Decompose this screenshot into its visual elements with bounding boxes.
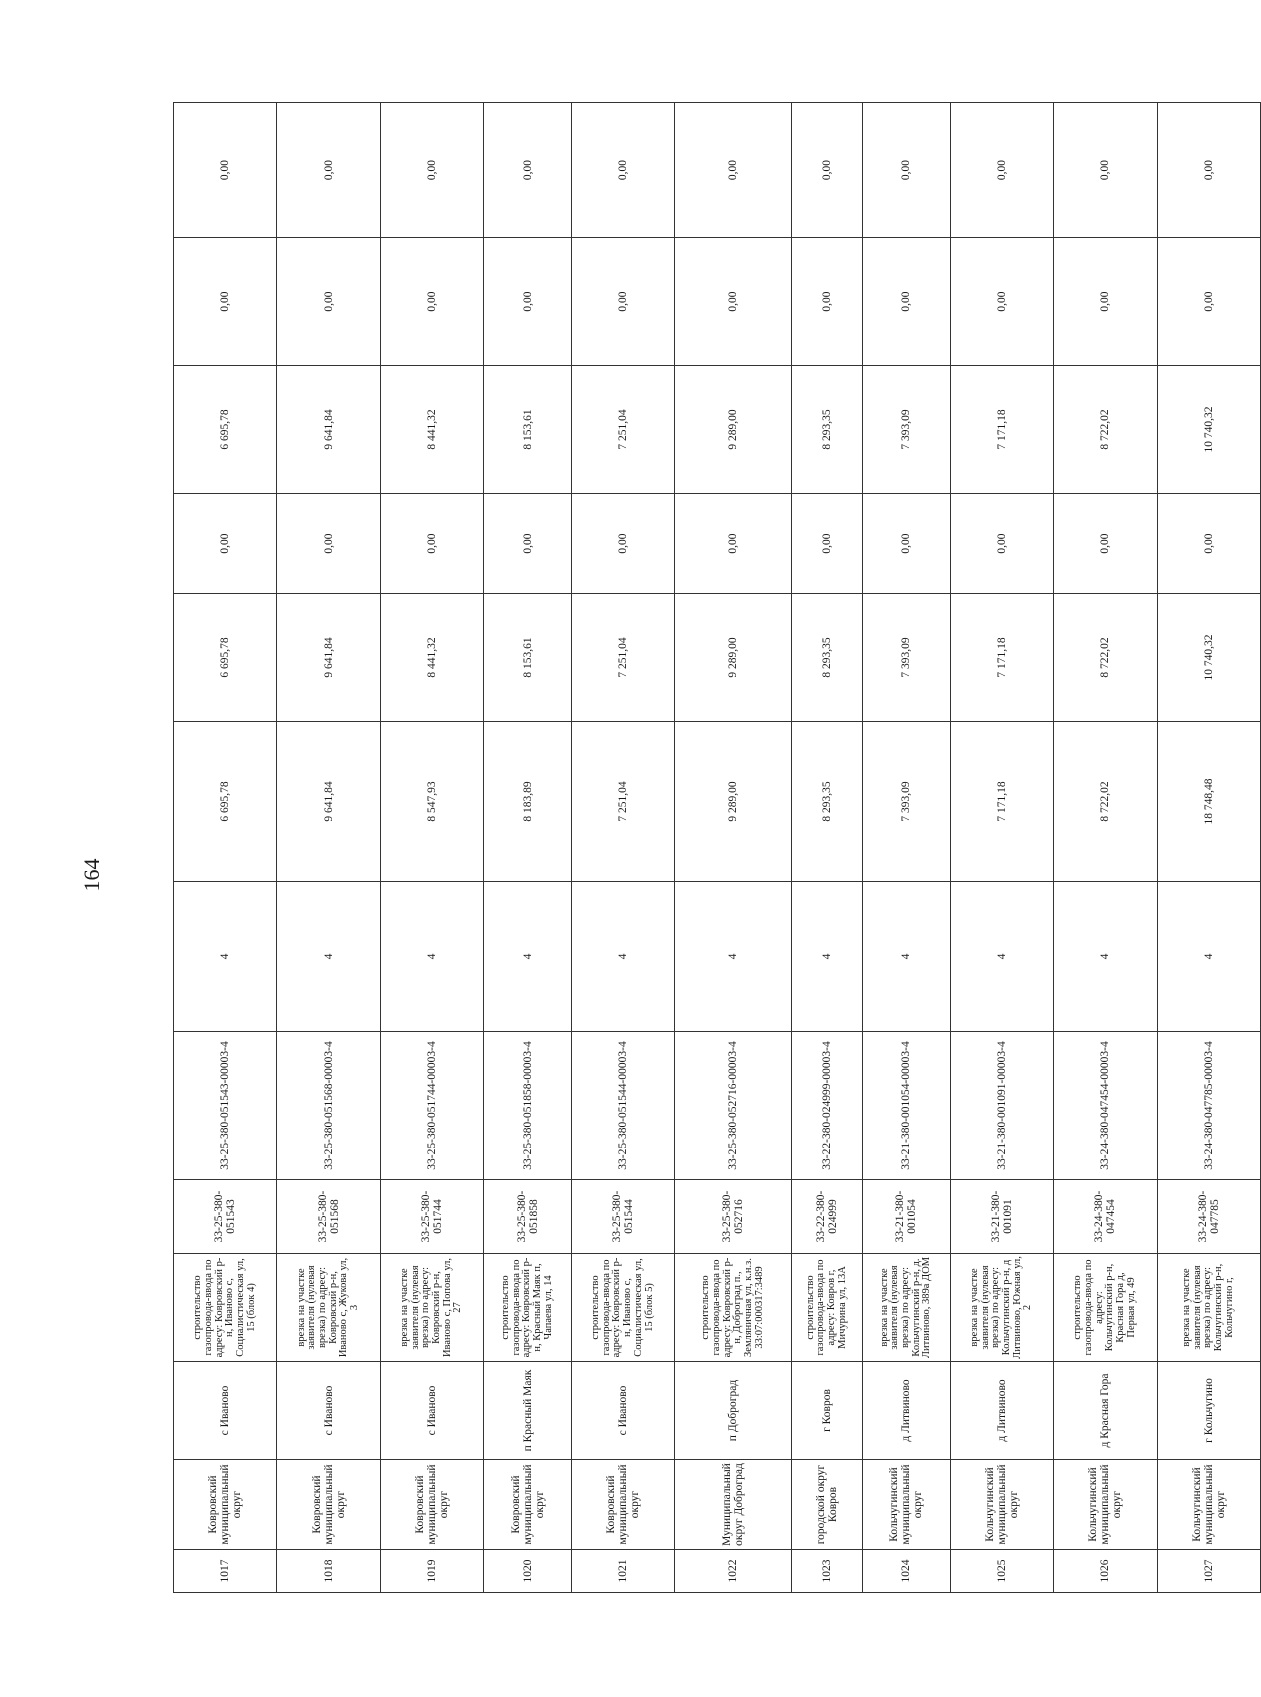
cell-locality: г Кольчугино	[1157, 1362, 1260, 1460]
cell-work-description: строительство газопровода-ввода по адресу: Ковровский р-н, Иваново с, Социалистическая ул, 15 (блок 5)	[571, 1254, 674, 1362]
cell-value-2: 10 740,32	[1157, 594, 1260, 722]
cell-category: 4	[950, 882, 1053, 1032]
cell-value-1: 8 183,89	[484, 722, 572, 882]
cell-value-5: 0,00	[675, 238, 792, 366]
cell-object-code: 33-21-380-001091	[950, 1180, 1053, 1254]
cell-category: 4	[792, 882, 863, 1032]
cell-object-code: 33-25-380-051744	[380, 1180, 483, 1254]
cell-locality: п Красный Маяк	[484, 1362, 572, 1460]
cell-category: 4	[862, 882, 950, 1032]
cell-value-1: 7 171,18	[950, 722, 1053, 882]
cell-object-full-code: 33-24-380-047785-00003-4	[1157, 1032, 1260, 1180]
cell-value-3: 0,00	[950, 494, 1053, 594]
cell-district: Муниципальный округ Доброград	[675, 1460, 792, 1550]
cell-row-number: 1027	[1157, 1550, 1260, 1593]
cell-value-4: 8 722,02	[1054, 366, 1157, 494]
cell-category: 4	[1054, 882, 1157, 1032]
cell-work-description: врезка на участке заявителя (нулевая врезка) по адресу: Ковровский р-н, Иваново с, Попова ул, 27	[380, 1254, 483, 1362]
cell-value-4: 10 740,32	[1157, 366, 1260, 494]
cell-row-number: 1020	[484, 1550, 572, 1593]
cell-value-4: 8 441,32	[380, 366, 483, 494]
cell-district: Ковровский муниципальный округ	[484, 1460, 572, 1550]
cell-value-4: 8 153,61	[484, 366, 572, 494]
cell-value-5: 0,00	[571, 238, 674, 366]
cell-work-description: врезка на участке заявителя (нулевая врезка) по адресу: Кольчугинский р-н, Кольчугино г,	[1157, 1254, 1260, 1362]
cell-object-code: 33-25-380-051544	[571, 1180, 674, 1254]
cell-value-2: 7 251,04	[571, 594, 674, 722]
cell-object-code: 33-22-380-024999	[792, 1180, 863, 1254]
cell-value-6: 0,00	[1157, 103, 1260, 238]
cell-value-4: 8 293,35	[792, 366, 863, 494]
cell-object-code: 33-25-380-051568	[277, 1180, 380, 1254]
cell-value-6: 0,00	[174, 103, 277, 238]
table-row	[484, 103, 572, 1593]
cell-value-3: 0,00	[277, 494, 380, 594]
cell-value-6: 0,00	[380, 103, 483, 238]
cell-value-3: 0,00	[1054, 494, 1157, 594]
cell-value-2: 8 722,02	[1054, 594, 1157, 722]
cell-object-full-code: 33-21-380-001054-00003-4	[862, 1032, 950, 1180]
table-row	[571, 103, 674, 1593]
cell-value-5: 0,00	[862, 238, 950, 366]
cell-locality: д Литвиново	[862, 1362, 950, 1460]
cell-work-description: врезка на участке заявителя (нулевая врезка) по адресу: Ковровский р-н, Иваново с, Жукова ул, 3	[277, 1254, 380, 1362]
cell-category: 4	[675, 882, 792, 1032]
cell-object-code: 33-21-380-001054	[862, 1180, 950, 1254]
table-row	[277, 103, 380, 1593]
cell-row-number: 1024	[862, 1550, 950, 1593]
cell-value-2: 9 289,00	[675, 594, 792, 722]
cell-district: Ковровский муниципальный округ	[571, 1460, 674, 1550]
cell-value-5: 0,00	[484, 238, 572, 366]
cell-locality: с Иваново	[174, 1362, 277, 1460]
table-row	[950, 103, 1053, 1593]
cell-value-6: 0,00	[862, 103, 950, 238]
cell-category: 4	[484, 882, 572, 1032]
cell-value-3: 0,00	[862, 494, 950, 594]
cell-locality: д Литвиново	[950, 1362, 1053, 1460]
cell-category: 4	[380, 882, 483, 1032]
cell-district: Кольчугинский муниципальный округ	[950, 1460, 1053, 1550]
cell-object-code: 33-25-380-051543	[174, 1180, 277, 1254]
cell-row-number: 1019	[380, 1550, 483, 1593]
cell-locality: с Иваново	[380, 1362, 483, 1460]
cell-value-1: 9 289,00	[675, 722, 792, 882]
table-row	[1054, 103, 1157, 1593]
cell-value-3: 0,00	[571, 494, 674, 594]
cell-district: Кольчугинский муниципальный округ	[1054, 1460, 1157, 1550]
cell-value-4: 9 641,84	[277, 366, 380, 494]
cell-district: городской округ Ковров	[792, 1460, 863, 1550]
cell-work-description: врезка на участке заявителя (нулевая врезка) по адресу: Кольчугинский р-н, д Литвиново, Южная ул, 2	[950, 1254, 1053, 1362]
cell-value-1: 6 695,78	[174, 722, 277, 882]
table-row	[792, 103, 863, 1593]
table-row	[675, 103, 792, 1593]
cell-object-full-code: 33-21-380-001091-00003-4	[950, 1032, 1053, 1180]
cell-work-description: строительство газопровода-ввода по адресу: Ковровский р-н, Красный Маяк п, Чапаева ул, 14	[484, 1254, 572, 1362]
cell-row-number: 1021	[571, 1550, 674, 1593]
cell-work-description: строительство газопровода-ввода по адресу: Ковровский р-н, Доброград п., Земляничная ул, к.н.з. 33:07:000317:3489	[675, 1254, 792, 1362]
cell-value-6: 0,00	[571, 103, 674, 238]
cell-value-5: 0,00	[277, 238, 380, 366]
cell-object-code: 33-24-380-047785	[1157, 1180, 1260, 1254]
cell-object-full-code: 33-25-380-051543-00003-4	[174, 1032, 277, 1180]
cell-work-description: строительство газопровода-ввода по адресу: Кольчугинский р-н, Красная Гора д, Первая ул, 49	[1054, 1254, 1157, 1362]
cell-locality: с Иваново	[571, 1362, 674, 1460]
table-row	[862, 103, 950, 1593]
cell-value-2: 8 153,61	[484, 594, 572, 722]
cell-value-5: 0,00	[380, 238, 483, 366]
cell-locality: г Ковров	[792, 1362, 863, 1460]
cell-value-6: 0,00	[675, 103, 792, 238]
cell-value-6: 0,00	[950, 103, 1053, 238]
cell-value-1: 8 547,93	[380, 722, 483, 882]
table-body	[174, 103, 1261, 1593]
rotated-table-area	[173, 103, 1261, 1593]
cell-district: Кольчугинский муниципальный округ	[862, 1460, 950, 1550]
register-table	[173, 102, 1261, 1593]
cell-work-description: врезка на участке заявителя (нулевая врезка) по адресу: Кольчугинский р-н, д. Литвиново, 389а ДОМ	[862, 1254, 950, 1362]
cell-locality: д Красная Гора	[1054, 1362, 1157, 1460]
cell-value-2: 6 695,78	[174, 594, 277, 722]
cell-value-5: 0,00	[950, 238, 1053, 366]
cell-value-5: 0,00	[174, 238, 277, 366]
cell-value-3: 0,00	[792, 494, 863, 594]
table-row	[1157, 103, 1260, 1593]
cell-value-4: 7 251,04	[571, 366, 674, 494]
cell-category: 4	[277, 882, 380, 1032]
cell-work-description: строительство газопровода-ввода по адресу: Ковров г, Мичурина ул, 13А	[792, 1254, 863, 1362]
cell-value-3: 0,00	[174, 494, 277, 594]
cell-value-2: 7 171,18	[950, 594, 1053, 722]
cell-row-number: 1026	[1054, 1550, 1157, 1593]
cell-row-number: 1017	[174, 1550, 277, 1593]
cell-category: 4	[1157, 882, 1260, 1032]
cell-category: 4	[571, 882, 674, 1032]
cell-object-full-code: 33-25-380-051858-00003-4	[484, 1032, 572, 1180]
cell-value-1: 8 293,35	[792, 722, 863, 882]
cell-row-number: 1018	[277, 1550, 380, 1593]
cell-value-2: 8 441,32	[380, 594, 483, 722]
cell-value-6: 0,00	[277, 103, 380, 238]
cell-value-6: 0,00	[484, 103, 572, 238]
cell-object-full-code: 33-25-380-052716-00003-4	[675, 1032, 792, 1180]
cell-value-6: 0,00	[792, 103, 863, 238]
cell-object-code: 33-25-380-051858	[484, 1180, 572, 1254]
cell-district: Кольчугинский муниципальный округ	[1157, 1460, 1260, 1550]
cell-value-1: 8 722,02	[1054, 722, 1157, 882]
table-row	[174, 103, 277, 1593]
table-row	[380, 103, 483, 1593]
cell-value-5: 0,00	[792, 238, 863, 366]
cell-work-description: строительство газопровода-ввода по адресу: Ковровский р-н, Иваново с, Социалистическая ул, 15 (блок 4)	[174, 1254, 277, 1362]
cell-object-full-code: 33-22-380-024999-00003-4	[792, 1032, 863, 1180]
cell-value-1: 18 748,48	[1157, 722, 1260, 882]
cell-value-1: 9 641,84	[277, 722, 380, 882]
cell-district: Ковровский муниципальный округ	[277, 1460, 380, 1550]
cell-value-6: 0,00	[1054, 103, 1157, 238]
cell-value-4: 7 393,09	[862, 366, 950, 494]
cell-value-4: 7 171,18	[950, 366, 1053, 494]
cell-value-5: 0,00	[1054, 238, 1157, 366]
cell-object-full-code: 33-25-380-051544-00003-4	[571, 1032, 674, 1180]
cell-value-1: 7 393,09	[862, 722, 950, 882]
cell-value-3: 0,00	[484, 494, 572, 594]
cell-value-2: 8 293,35	[792, 594, 863, 722]
page-number: 164	[79, 858, 104, 892]
cell-object-full-code: 33-25-380-051744-00003-4	[380, 1032, 483, 1180]
cell-value-3: 0,00	[675, 494, 792, 594]
cell-row-number: 1022	[675, 1550, 792, 1593]
cell-value-1: 7 251,04	[571, 722, 674, 882]
cell-district: Ковровский муниципальный округ	[174, 1460, 277, 1550]
cell-value-4: 6 695,78	[174, 366, 277, 494]
cell-value-3: 0,00	[1157, 494, 1260, 594]
cell-value-4: 9 289,00	[675, 366, 792, 494]
cell-district: Ковровский муниципальный округ	[380, 1460, 483, 1550]
cell-value-3: 0,00	[380, 494, 483, 594]
cell-object-code: 33-24-380-047454	[1054, 1180, 1157, 1254]
cell-object-full-code: 33-24-380-047454-00003-4	[1054, 1032, 1157, 1180]
cell-object-full-code: 33-25-380-051568-00003-4	[277, 1032, 380, 1180]
cell-locality: п Доброград	[675, 1362, 792, 1460]
cell-value-5: 0,00	[1157, 238, 1260, 366]
cell-object-code: 33-25-380-052716	[675, 1180, 792, 1254]
cell-category: 4	[174, 882, 277, 1032]
cell-value-2: 9 641,84	[277, 594, 380, 722]
cell-locality: с Иваново	[277, 1362, 380, 1460]
cell-value-2: 7 393,09	[862, 594, 950, 722]
cell-row-number: 1025	[950, 1550, 1053, 1593]
cell-row-number: 1023	[792, 1550, 863, 1593]
